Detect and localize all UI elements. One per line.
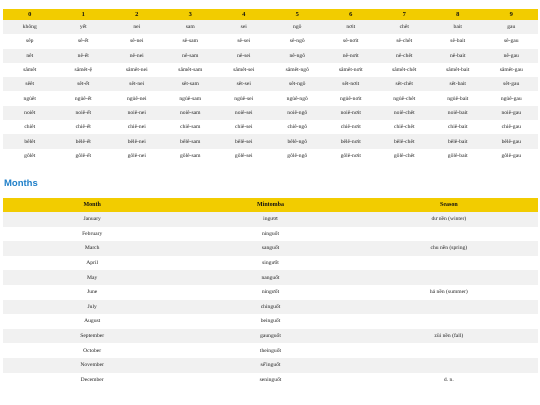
- numbers-cell: bêlê-ết: [75, 138, 91, 145]
- numbers-cell: sê-nơit: [343, 38, 359, 45]
- months-cell: March: [84, 245, 100, 252]
- months-row: [3, 227, 538, 242]
- numbers-cell: sê-bait: [450, 38, 466, 45]
- numbers-cell: sâmêt-nơit: [338, 67, 363, 74]
- numbers-row: [3, 91, 538, 105]
- numbers-cell: ngủêt: [23, 95, 36, 102]
- numbers-row: [3, 63, 538, 77]
- numbers-column-header: 9: [485, 9, 539, 20]
- numbers-cell: chêt: [399, 24, 409, 31]
- numbers-cell: yết: [79, 24, 87, 31]
- numbers-column-header: 8: [431, 9, 485, 20]
- numbers-column-header: 3: [164, 9, 218, 20]
- numbers-cell: ngô: [293, 24, 302, 31]
- numbers-header-row: [3, 9, 538, 20]
- months-heading: Months: [4, 178, 38, 189]
- months-cell: gaunguốt: [260, 333, 281, 340]
- numbers-cell: nê-gau: [503, 52, 519, 59]
- numbers-cell: noiêt: [24, 109, 36, 116]
- months-cell: seninguốt: [259, 376, 282, 383]
- months-column-header: Season: [360, 198, 538, 212]
- months-row: [3, 358, 538, 373]
- numbers-table-body: [3, 20, 538, 163]
- months-cell: sế'inguốt: [260, 362, 281, 369]
- numbers-cell: sâmêt-ngô: [285, 67, 309, 74]
- numbers-row: [3, 20, 538, 34]
- months-row: [3, 241, 538, 256]
- numbers-cell: noiê-bait: [447, 109, 468, 116]
- numbers-cell: nê-ngô: [289, 52, 306, 59]
- numbers-row: [3, 134, 538, 148]
- numbers-cell: sei: [240, 24, 247, 31]
- numbers-cell: nê-sam: [182, 52, 199, 59]
- months-cell: beinguốt: [260, 318, 281, 325]
- months-cell: chu nền (spring): [430, 245, 468, 252]
- numbers-cell: ngủê-bait: [447, 95, 469, 102]
- months-cell: July: [87, 303, 97, 310]
- numbers-cell: chiê-chêt: [394, 124, 415, 131]
- numbers-cell: sêt-nei: [129, 81, 145, 88]
- numbers-column-header: 1: [57, 9, 111, 20]
- numbers-cell: bêlê-sam: [180, 138, 201, 145]
- months-column-header: Mintomba: [181, 198, 359, 212]
- numbers-cell: gôlê-ngô: [287, 152, 308, 159]
- numbers-cell: sêp: [26, 38, 34, 45]
- numbers-cell: noiê-chêt: [393, 109, 415, 116]
- months-cell: d. n.: [443, 376, 454, 383]
- numbers-cell: sêt-chêt: [395, 81, 413, 88]
- numbers-cell: ngủê-sam: [179, 95, 202, 102]
- numbers-cell: sê-ết: [77, 38, 89, 45]
- numbers-cell: nê-bait: [449, 52, 466, 59]
- numbers-row: [3, 149, 538, 163]
- numbers-cell: nê-ết: [77, 52, 89, 59]
- numbers-row: [3, 49, 538, 63]
- numbers-cell: gôlê-gau: [501, 152, 522, 159]
- numbers-cell: bêlê-bait: [447, 138, 468, 145]
- numbers-cell: ngủê-ngô: [286, 95, 308, 102]
- numbers-cell: sêêt: [25, 81, 35, 88]
- months-cell: January: [83, 216, 101, 223]
- numbers-cell: noiê-ết: [75, 109, 92, 116]
- numbers-cell: noiê-gau: [501, 109, 522, 116]
- months-cell: April: [86, 260, 99, 267]
- numbers-cell: ngủê-nơit: [339, 95, 362, 102]
- numbers-cell: sâmêt: [23, 67, 37, 74]
- numbers-cell: ngủê-sei: [234, 95, 254, 102]
- numbers-cell: gôlê-nei: [127, 152, 146, 159]
- months-cell: February: [82, 230, 103, 237]
- months-cell: December: [80, 376, 104, 383]
- numbers-cell: chiê-nơit: [340, 124, 361, 131]
- numbers-column-header: 2: [110, 9, 164, 20]
- numbers-cell: sêt-nơit: [342, 81, 360, 88]
- numbers-table: [3, 9, 538, 163]
- numbers-cell: sê-chêt: [396, 38, 413, 45]
- months-cell: June: [87, 289, 98, 296]
- numbers-cell: nê-sei: [237, 52, 251, 59]
- numbers-cell: gôlê-bait: [447, 152, 468, 159]
- numbers-cell: noiê-sei: [234, 109, 253, 116]
- numbers-cell: sêt-ngô: [289, 81, 306, 88]
- months-header-row: [3, 198, 538, 212]
- numbers-cell: sê-nei: [130, 38, 144, 45]
- months-cell: May: [87, 274, 98, 281]
- numbers-cell: chiê-sei: [235, 124, 253, 131]
- numbers-cell: noiê-sam: [179, 109, 201, 116]
- months-cell: züi nền (fall): [434, 333, 464, 340]
- numbers-cell: sâmêt-chêt: [392, 67, 417, 74]
- numbers-cell: sêt-gau: [503, 81, 520, 88]
- numbers-cell: sê-sam: [182, 38, 199, 45]
- months-cell: November: [80, 362, 104, 369]
- months-row: [3, 285, 538, 300]
- numbers-column-header: 4: [217, 9, 271, 20]
- numbers-column-header: 5: [271, 9, 325, 20]
- numbers-cell: chiêt: [24, 124, 36, 131]
- numbers-cell: gôlêt: [24, 152, 36, 159]
- months-column-header: Month: [3, 198, 181, 212]
- numbers-cell: gau: [507, 24, 516, 31]
- numbers-column-header: 7: [378, 9, 432, 20]
- numbers-cell: sâmêt-sam: [178, 67, 203, 74]
- numbers-column-header: 6: [324, 9, 378, 20]
- months-row: [3, 300, 538, 315]
- numbers-cell: sâmêt-ệ: [74, 67, 92, 74]
- numbers-cell: ngủê-ết: [74, 95, 92, 102]
- numbers-cell: sêt-bait: [449, 81, 466, 88]
- months-row: [3, 373, 538, 388]
- numbers-cell: gôlê-chêt: [393, 152, 415, 159]
- months-cell: ingươt: [263, 216, 278, 223]
- numbers-cell: sê-sei: [237, 38, 251, 45]
- numbers-cell: sêt-ết: [77, 81, 90, 88]
- numbers-cell: nê-nei: [129, 52, 144, 59]
- months-row: [3, 270, 538, 285]
- numbers-cell: sâmêt-nei: [125, 67, 148, 74]
- numbers-cell: bêlê-chêt: [394, 138, 415, 145]
- months-cell: [360, 314, 538, 329]
- months-table: [3, 198, 538, 387]
- numbers-column-header: 0: [3, 9, 57, 20]
- numbers-row: [3, 34, 538, 48]
- numbers-cell: bêlê-sei: [235, 138, 253, 145]
- months-cell: [360, 227, 538, 242]
- numbers-cell: gôlê-nơit: [340, 152, 361, 159]
- numbers-cell: bêlêt: [24, 138, 36, 145]
- months-cell: [360, 343, 538, 358]
- numbers-row: [3, 77, 538, 91]
- months-cell: theinguốt: [259, 347, 282, 354]
- numbers-cell: sê-ngô: [289, 38, 305, 45]
- numbers-cell: chiê-nei: [127, 124, 146, 131]
- months-cell: [360, 256, 538, 271]
- months-cell: nanguốt: [261, 274, 280, 281]
- months-row: [3, 212, 538, 227]
- numbers-cell: nêt: [26, 52, 34, 59]
- numbers-cell: bêlê-nơit: [340, 138, 361, 145]
- months-cell: hả nền (summer): [429, 289, 468, 296]
- numbers-cell: sâmêt-gau: [499, 67, 523, 74]
- numbers-cell: ngủê-nei: [126, 95, 147, 102]
- months-cell: singưốt: [262, 260, 279, 267]
- numbers-cell: sam: [185, 24, 195, 31]
- numbers-cell: nei: [133, 24, 141, 31]
- numbers-cell: chiê-ngô: [287, 124, 308, 131]
- months-cell: ningưốt: [261, 289, 280, 296]
- numbers-cell: chiê-ết: [75, 124, 91, 131]
- months-cell: dư nền (winter): [431, 216, 467, 223]
- numbers-cell: nê-chêt: [396, 52, 413, 59]
- numbers-cell: gôlê-sei: [234, 152, 253, 159]
- numbers-cell: chiê-sam: [180, 124, 201, 131]
- months-cell: ninguốt: [261, 230, 280, 237]
- numbers-row: [3, 120, 538, 134]
- numbers-cell: bait: [453, 24, 462, 31]
- numbers-cell: sâmêt-bait: [446, 67, 470, 74]
- numbers-cell: sêt-sei: [236, 81, 251, 88]
- numbers-cell: bêlê-nei: [127, 138, 146, 145]
- numbers-cell: gôlê-ết: [75, 152, 92, 159]
- numbers-cell: ngủê-chêt: [393, 95, 416, 102]
- months-cell: August: [84, 318, 101, 325]
- months-cell: [360, 270, 538, 285]
- numbers-cell: noiê-nơit: [340, 109, 361, 116]
- months-row: [3, 314, 538, 329]
- months-cell: [360, 358, 538, 373]
- numbers-cell: sêt-sam: [181, 81, 199, 88]
- numbers-cell: noiê-nei: [127, 109, 146, 116]
- numbers-cell: nơit: [346, 24, 356, 31]
- numbers-cell: nê-nơit: [342, 52, 359, 59]
- months-row: [3, 329, 538, 344]
- numbers-row: [3, 106, 538, 120]
- numbers-cell: chiê-bait: [447, 124, 468, 131]
- months-cell: September: [80, 333, 105, 340]
- numbers-cell: sâmêt-sei: [233, 67, 255, 74]
- numbers-cell: bêlê-ngô: [287, 138, 308, 145]
- months-cell: sanguốt: [261, 245, 280, 252]
- numbers-cell: gôlê-sam: [179, 152, 201, 159]
- months-cell: chinguốt: [260, 303, 281, 310]
- numbers-cell: bêlê-gau: [501, 138, 521, 145]
- numbers-cell: sê-gau: [503, 38, 519, 45]
- months-row: [3, 343, 538, 358]
- months-cell: October: [83, 347, 102, 354]
- numbers-cell: chiê-gau: [501, 124, 521, 131]
- months-cell: [360, 300, 538, 315]
- numbers-cell: không: [22, 24, 37, 31]
- numbers-cell: ngủê-gau: [500, 95, 522, 102]
- months-table-body: [3, 212, 538, 387]
- months-row: [3, 256, 538, 271]
- numbers-cell: noiê-ngô: [287, 109, 308, 116]
